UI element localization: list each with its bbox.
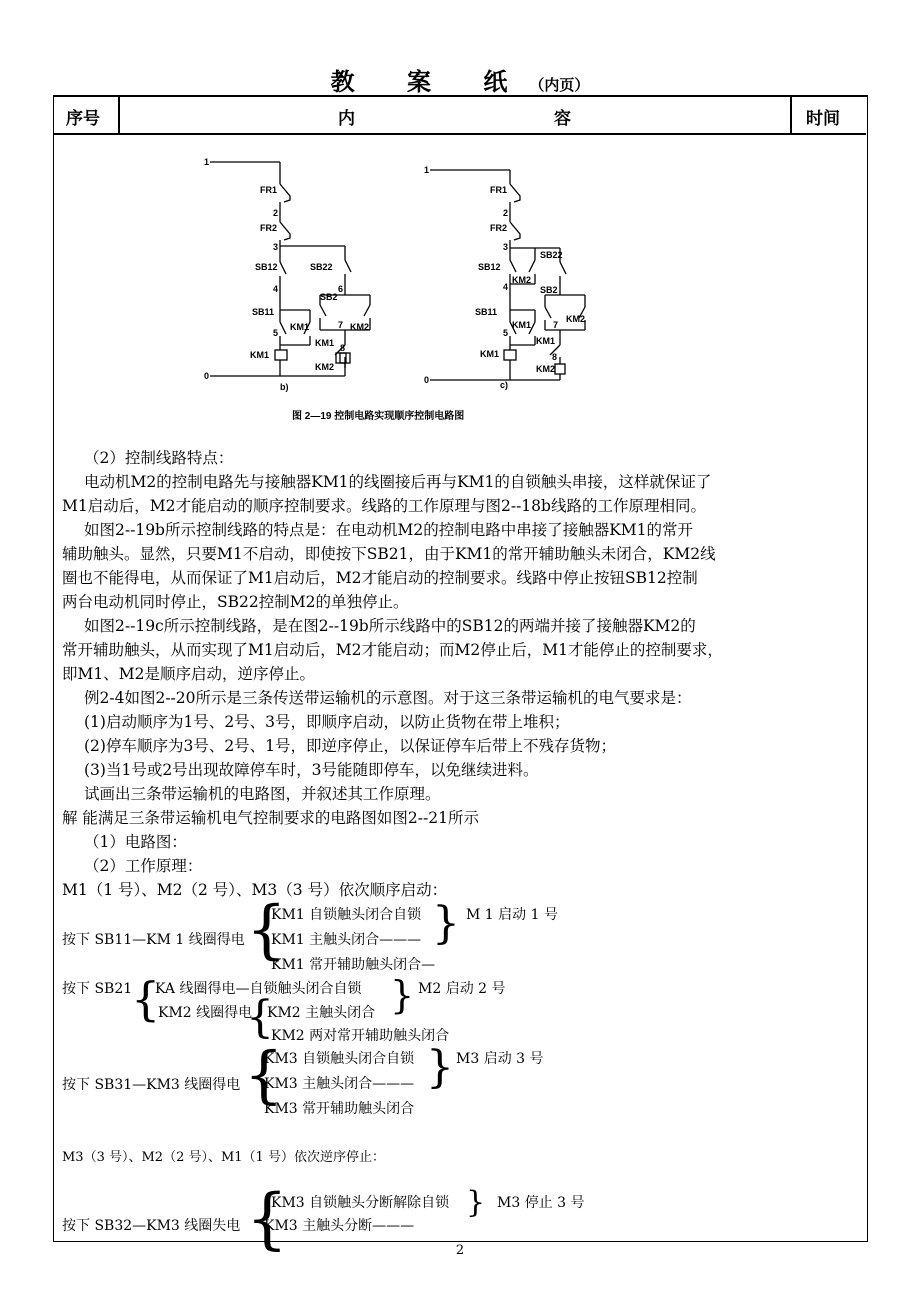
flow-step: 按下 SB32—KM3 线圈失电 [62, 1218, 241, 1234]
flow-step: 按下 SB11—KM 1 线圈得电 [62, 932, 245, 948]
brace: { [131, 972, 161, 1026]
brace: { [246, 1180, 288, 1257]
node-label: 2 [273, 208, 279, 218]
sb22-label: SB22 [310, 262, 333, 272]
sb21-label: SB2 [320, 292, 338, 302]
paragraph: 试画出三条带运输机的电路图，并叙述其工作原理。 [84, 785, 441, 803]
km1-label: KM1 [536, 336, 556, 346]
km2-label: KM2 [536, 364, 556, 374]
node-label: 2 [503, 208, 509, 218]
km1-label: KM1 [480, 349, 500, 359]
flow-result: M2 启动 2 号 [418, 981, 506, 997]
paragraph: 解 能满足三条带运输机电气控制要求的电路图如图2--21所示 [62, 809, 479, 827]
km1-label: KM1 [290, 322, 310, 332]
brace: } [426, 1042, 454, 1093]
fr1-label: FR1 [260, 185, 278, 195]
sb12-label: SB12 [478, 262, 501, 272]
node-label: 5 [503, 328, 509, 338]
flow-step: KM2 主触头闭合 [267, 1005, 376, 1021]
paragraph: 如图2--19c所示控制线路，是在图2--19b所示线路中的SB12的两端并接了接触器KM2的 [84, 617, 696, 635]
flow-result: M3 停止 3 号 [497, 1195, 585, 1211]
paragraph: 常开辅助触头，从而实现了M1启动后，M2才能启动；而M2停止后，M1才能停止的控制要求， [62, 641, 723, 659]
flow-result: M 1 启动 1 号 [466, 907, 558, 923]
sb11-label: SB11 [252, 307, 275, 317]
brace: { [244, 1038, 284, 1111]
node-label: 1 [204, 157, 210, 167]
sb22-label: SB22 [540, 250, 563, 260]
node-label: 5 [273, 328, 279, 338]
node-label: 7 [553, 320, 559, 330]
brace: { [246, 893, 287, 967]
km1-label: KM1 [315, 338, 335, 348]
flow-step: KM3 自锁触头闭合自锁 [264, 1051, 415, 1067]
sb11-label: SB11 [475, 307, 498, 317]
node-label: 1 [424, 165, 430, 175]
paragraph: 圈也不能得电，从而保证了M1启动后，M2才能启动的控制要求。线路中停止按钮SB12控制 [62, 569, 698, 587]
paragraph: (3)当1号或2号出现故障停车时，3号能随即停车，以免继续进料。 [84, 761, 539, 779]
paragraph: 即M1、M2是顺序启动，逆序停止。 [62, 665, 315, 683]
km1-label: KM1 [512, 320, 532, 330]
node-label: 0 [204, 371, 210, 381]
node-label: 3 [273, 242, 279, 252]
fr2-label: FR2 [490, 223, 508, 233]
km2-label: KM2 [566, 314, 586, 324]
flow-step: KM3 主触头分断——— [264, 1218, 415, 1234]
paragraph: (1)启动顺序为1号、2号、3号，即顺序启动，以防止货物在带上堆积； [84, 713, 570, 731]
flow-step: 按下 SB21 [62, 981, 133, 997]
circuit-figure [200, 150, 600, 435]
paragraph: (2)停车顺序为3号、2号、1号，即逆序停止，以保证停车后带上不残存货物； [84, 737, 617, 755]
node-label: 0 [424, 375, 430, 385]
flow-step: KM1 自锁触头闭合自锁 [271, 907, 422, 923]
brace: } [466, 1185, 486, 1220]
flow-step: KM3 常开辅助触头闭合 [264, 1101, 415, 1117]
fr1-label: FR1 [490, 185, 508, 195]
km2-label: KM2 [315, 362, 335, 372]
header-divider [790, 95, 792, 133]
paragraph: 电动机M2的控制电路先与接触器KM1的线圈接后再与KM1的自锁触头串接，这样就保证了 [84, 473, 712, 491]
flow-step: 按下 SB31—KM3 线圈得电 [62, 1077, 241, 1093]
brace: } [390, 973, 415, 1017]
paragraph: 如图2--19b所示控制线路的特点是：在电动机M2的控制电路中串接了接触器KM1的常开 [84, 521, 694, 539]
node-label: 4 [503, 282, 509, 292]
flow-step: KM3 主触头闭合——— [264, 1076, 415, 1092]
km1-label: KM1 [250, 350, 270, 360]
km2-label: KM2 [350, 322, 370, 332]
figure-sublabel: c) [500, 380, 509, 390]
paragraph: M1启动后，M2才能启动的顺序控制要求。线路的工作原理与图2--18b线路的工作原理相同。 [62, 497, 706, 515]
sb21-label: SB2 [540, 285, 558, 295]
figure-sublabel: b) [280, 382, 289, 392]
paragraph: （2）工作原理： [84, 857, 203, 875]
km2-label: KM2 [512, 275, 532, 285]
paragraph: M1（1 号）、M2（2 号）、M3（3 号）依次顺序启动： [62, 881, 448, 899]
sb12-label: SB12 [255, 262, 278, 272]
paragraph: 例2-4如图2--20所示是三条传送带运输机的示意图。对于这三条带运输机的电气要求是： [84, 689, 692, 707]
section-title: M3（3 号）、M2（2 号）、M1（1 号）依次逆序停止： [62, 1150, 385, 1165]
flow-step: KM2 线圈得电 [158, 1005, 253, 1021]
header-col-no: 序号 [66, 109, 100, 129]
flow-step: KA 线圈得电—自锁触头闭合自锁 [155, 981, 362, 997]
flow-step: KM3 自锁触头分断解除自锁 [271, 1195, 450, 1211]
node-label: 6 [338, 284, 344, 294]
paragraph: （2）控制线路特点： [84, 449, 234, 467]
flow-step: KM1 常开辅助触头闭合— [271, 957, 436, 973]
header-col-time: 时间 [806, 109, 840, 129]
paragraph: （1）电路图： [84, 833, 187, 851]
figure-caption: 图 2—19 控制电路实现顺序控制电路图 [292, 411, 465, 422]
node-label: 4 [273, 284, 279, 294]
paragraph: 两台电动机同时停止，SB22控制M2的单独停止。 [62, 593, 409, 611]
header-col-content: 内 [338, 109, 355, 129]
page-title: 教 案 纸（内页） [330, 67, 590, 96]
node-label: 8 [552, 352, 558, 362]
flow-step: KM2 两对常开辅助触头闭合 [271, 1028, 450, 1044]
table-header [53, 95, 866, 135]
brace: { [246, 992, 274, 1043]
brace: } [432, 898, 460, 949]
header-divider [118, 95, 120, 133]
header-col-content: 容 [554, 109, 571, 129]
node-label: 7 [338, 320, 344, 330]
page-number: 2 [455, 1243, 465, 1258]
node-label: 8 [340, 343, 346, 353]
fr2-label: FR2 [260, 223, 278, 233]
flow-result: M3 启动 3 号 [456, 1051, 544, 1067]
flow-step: KM1 主触头闭合——— [271, 932, 422, 948]
paragraph: 辅助触头。显然，只要M1不启动，即使按下SB21，由于KM1的常开辅助触头未闭合，KM2线 [62, 545, 716, 563]
node-label: 3 [503, 242, 509, 252]
